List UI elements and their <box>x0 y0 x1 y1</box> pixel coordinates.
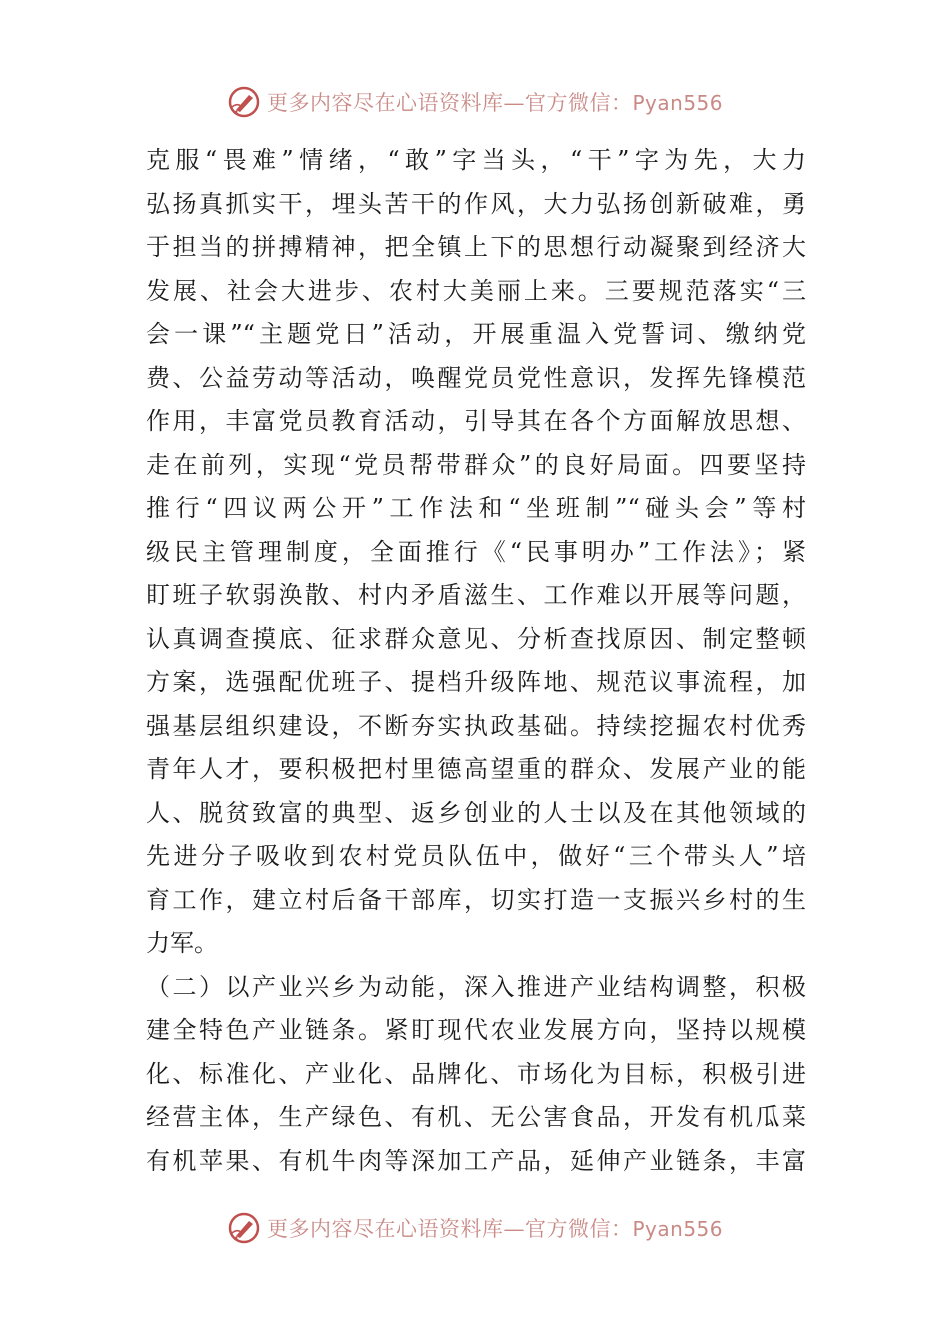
text-line: 级民主管理制度，全面推行《“民事明办”工作法》；紧 <box>146 537 806 566</box>
text-line: 克服“畏难”情绪，“敢”字当头，“干”字为先，大力 <box>146 146 806 174</box>
text-line: 建全特色产业链条。紧盯现代农业发展方向，坚持以规模 <box>146 1016 806 1044</box>
text-line: 作用，丰富党员教育活动，引导其在各个方面解放思想、 <box>146 407 806 435</box>
footer-wechat-id: Pyan556 <box>632 1217 723 1241</box>
text-line: 强基层组织建设，不断夯实执政基础。持续挖掘农村优秀 <box>146 711 806 740</box>
text-line: 化、标准化、产业化、品牌化、市场化为目标，积极引进 <box>146 1059 806 1088</box>
text-line: 力军。 <box>146 929 218 957</box>
text-line: 费、公益劳动等活动，唤醒党员党性意识，发挥先锋模范 <box>146 363 806 392</box>
text-line: 会一课”“主题党日”活动，开展重温入党誓词、缴纳党 <box>146 320 806 348</box>
text-line: 方案，选强配优班子、提档升级阵地、规范议事流程，加 <box>146 668 806 696</box>
text-line: 于担当的拼搏精神，把全镇上下的思想行动凝聚到经济大 <box>146 233 806 261</box>
text-line: 弘扬真抓实干，埋头苦干的作风，大力弘扬创新破难，勇 <box>146 189 806 218</box>
text-line: 有机苹果、有机牛肉等深加工产品，延伸产业链条，丰富 <box>146 1146 806 1175</box>
text-line: 认真调查摸底、征求群众意见、分析查找原因、制定整顿 <box>146 624 806 653</box>
text-line: 人、脱贫致富的典型、返乡创业的人士以及在其他领域的 <box>146 798 806 827</box>
text-line: 盯班子软弱涣散、村内矛盾滋生、工作难以开展等问题， <box>146 581 806 609</box>
footer-banner <box>0 1208 950 1248</box>
header-wechat-id: Pyan556 <box>632 91 723 115</box>
footer-banner-text: 更多内容尽在心语资料库—官方微信：Pyan556 <box>266 1217 723 1241</box>
text-line: 经营主体，生产绿色、有机、无公害食品，开发有机瓜菜 <box>146 1103 806 1131</box>
text-line: 发展、社会大进步、农村大美丽上来。三要规范落实“三 <box>146 276 806 305</box>
text-line: 青年人才，要积极把村里德高望重的群众、发展产业的能 <box>146 755 806 783</box>
pen-logo-icon <box>227 85 261 119</box>
pen-logo-icon <box>227 1211 261 1245</box>
text-line: 走在前列，实现“党员帮带群众”的良好局面。四要坚持 <box>146 450 806 479</box>
text-line: （二）以产业兴乡为动能，深入推进产业结构调整，积极 <box>146 972 806 1001</box>
text-line: 先进分子吸收到农村党员队伍中，做好“三个带头人”培 <box>146 842 806 870</box>
text-line: 推行“四议两公开”工作法和“坐班制”“碰头会”等村 <box>146 494 806 522</box>
text-line: 育工作，建立村后备干部库，切实打造一支振兴乡村的生 <box>146 885 806 914</box>
document-body <box>146 139 806 1183</box>
header-banner <box>0 82 950 122</box>
header-banner-text: 更多内容尽在心语资料库—官方微信：Pyan556 <box>266 91 723 115</box>
